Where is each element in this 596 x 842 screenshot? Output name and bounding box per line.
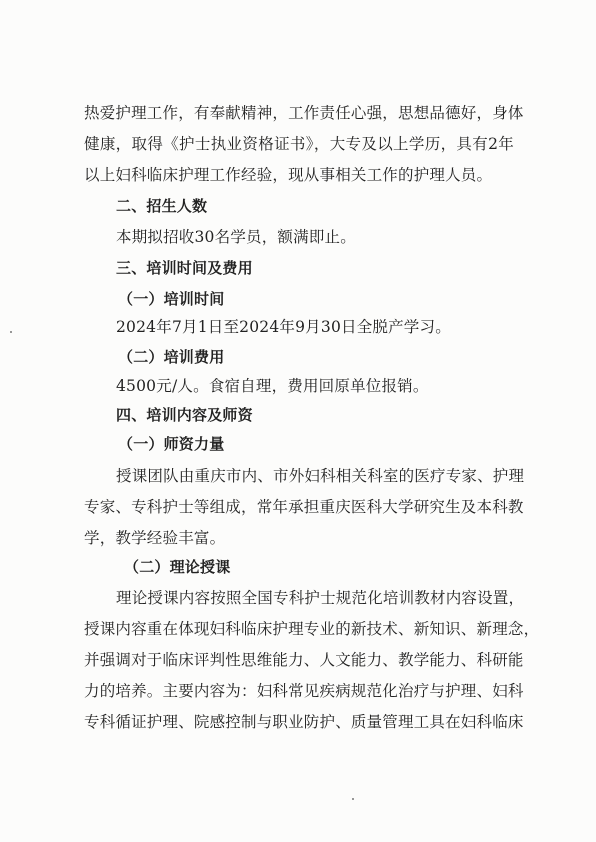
paragraph-line: 本期拟招收30名学员，额满即止。 bbox=[116, 228, 356, 246]
section-heading: 三、培训时间及费用 bbox=[116, 259, 253, 277]
paragraph-line: 以上妇科临床护理工作经验，现从事相关工作的护理人员。 bbox=[84, 166, 493, 184]
paragraph-line: 学，教学经验丰富。 bbox=[84, 529, 226, 547]
scan-speck bbox=[10, 331, 12, 333]
paragraph-line: 专科循证护理、院感控制与职业防护、质量管理工具在妇科临床 bbox=[84, 713, 524, 731]
paragraph-line: 热爱护理工作，有奉献精神，工作责任心强，思想品德好，身体 bbox=[84, 104, 524, 122]
paragraph-line: 授课团队由重庆市内、市外妇科相关科室的医疗专家、护理 bbox=[116, 467, 525, 485]
paragraph-line: 4500元/人。食宿自理，费用回原单位报销。 bbox=[116, 377, 429, 395]
paragraph-line: 理论授课内容按照全国专科护士规范化培训教材内容设置， bbox=[116, 589, 525, 607]
paragraph-line: 并强调对于临床评判性思维能力、人文能力、教学能力、科研能 bbox=[84, 651, 524, 669]
paragraph-line: 专家、专科护士等组成，常年承担重庆医科大学研究生及本科教 bbox=[84, 498, 524, 516]
paragraph-line: 健康，取得《护士执业资格证书》，大专及以上学历，具有2年 bbox=[84, 135, 514, 153]
subsection-heading: （二）培训费用 bbox=[118, 348, 225, 366]
paragraph-line: 授课内容重在体现妇科临床护理专业的新技术、新知识、新理念， bbox=[84, 620, 540, 638]
paragraph-line: 2024年7月1日至2024年9月30日全脱产学习。 bbox=[116, 318, 451, 336]
subsection-heading: （一）师资力量 bbox=[118, 435, 225, 453]
paragraph-line: 力的培养。主要内容为：妇科常见疾病规范化治疗与护理、妇科 bbox=[84, 682, 524, 700]
subsection-heading: （一）培训时间 bbox=[118, 290, 225, 308]
section-heading: 四、培训内容及师资 bbox=[116, 406, 253, 424]
section-heading: 二、招生人数 bbox=[116, 197, 208, 215]
scan-speck bbox=[352, 798, 354, 800]
subsection-heading: （二）理论授课 bbox=[124, 558, 231, 576]
